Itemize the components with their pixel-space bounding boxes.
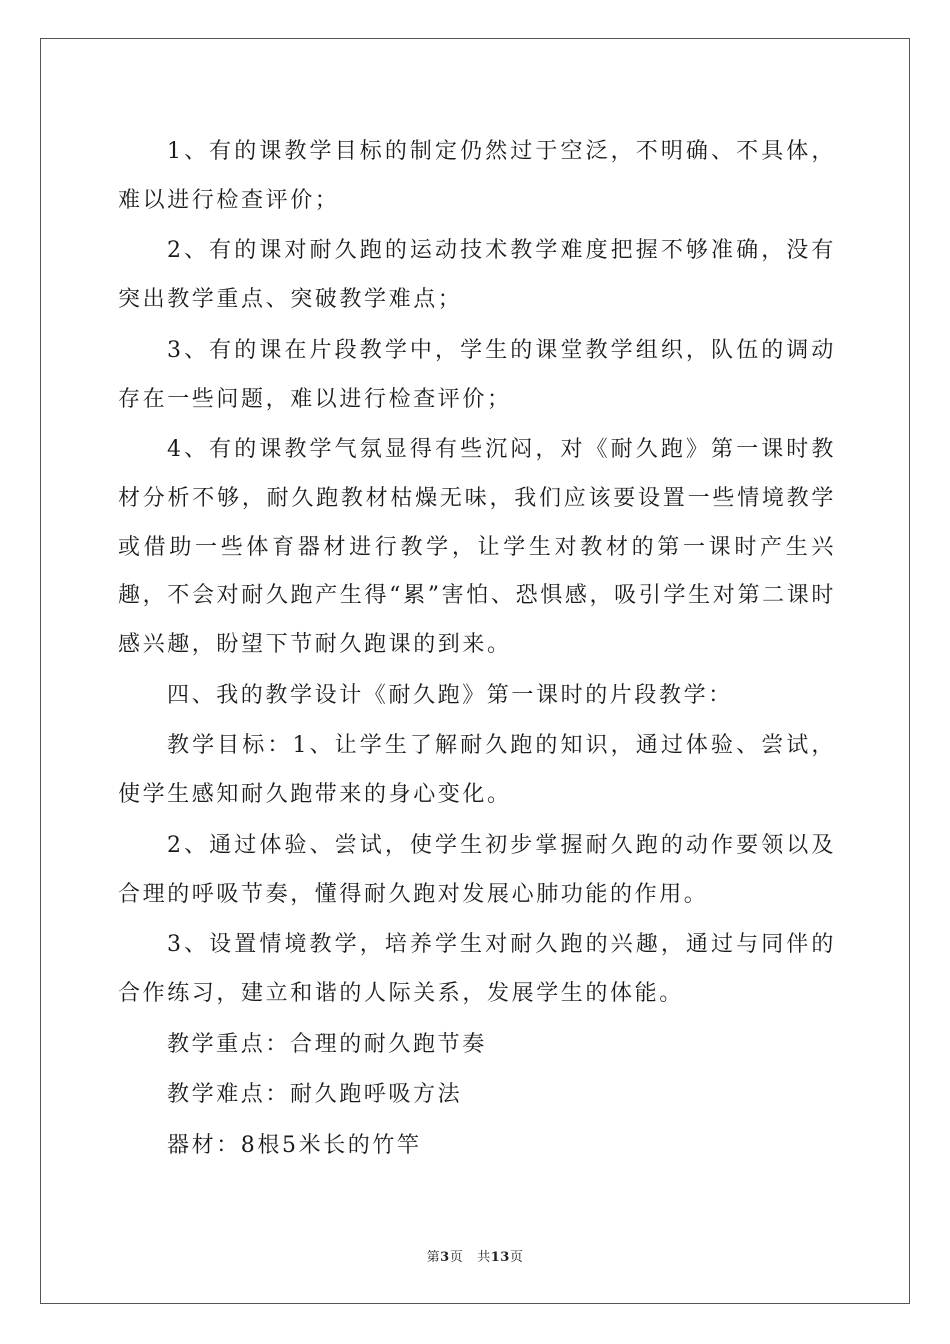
footer-total-suffix: 页: [509, 1250, 524, 1265]
paragraph-3: 3、有的课在片段教学中，学生的课堂教学组织，队伍的调动存在一些问题，难以进行检查评价；: [118, 337, 836, 412]
footer-page-suffix: 页: [449, 1250, 464, 1265]
teaching-goal-1: 教学目标：1、让学生了解耐久跑的知识，通过体验、尝试，使学生感知耐久跑带来的身心变化。: [118, 733, 836, 808]
footer-page-number: 3: [440, 1250, 450, 1265]
footer-page-prefix: 第: [426, 1250, 441, 1265]
teaching-difficulty: 教学难点：耐久跑呼吸方法: [167, 1082, 463, 1108]
teaching-goal-3: 3、设置情境教学，培养学生对耐久跑的兴趣，通过与同伴的合作练习，建立和谐的人际关系，发展学生的体能。: [118, 932, 836, 1006]
section-heading-4: 四、我的教学设计《耐久跑》第一课时的片段教学：: [167, 682, 733, 708]
page-footer: [0, 1246, 950, 1265]
paragraph-1: 1、有的课教学目标的制定仍然过于空泛，不明确、不具体，难以进行检查评价；: [118, 139, 836, 213]
paragraph-2: 2、有的课对耐久跑的运动技术教学难度把握不够准确，没有突出教学重点、突破教学难点；: [118, 238, 836, 313]
equipment: 器材：8根5米长的竹竿: [167, 1133, 422, 1159]
footer-total-pages: 13: [490, 1250, 510, 1265]
teaching-goal-2: 2、通过体验、尝试，使学生初步掌握耐久跑的动作要领以及合理的呼吸节奏，懂得耐久跑对发展心肺功能的作用。: [118, 832, 836, 907]
footer-total-prefix: 共: [477, 1250, 491, 1265]
paragraph-4: 4、有的课教学气氛显得有些沉闷，对《耐久跑》第一课时教材分析不够，耐久跑教材枯燥无味，我们应该要设置一些情境教学或借助一些体育器材进行教学，让学生对教材的第一课时产生兴趣，不会对耐久跑产生得“累”害怕、恐惧感，吸引学生对第二课时感兴趣，盼望下节耐久跑课的到来。: [118, 437, 836, 658]
document-body: [118, 128, 836, 1171]
teaching-key-point: 教学重点：合理的耐久跑节奏: [167, 1031, 487, 1057]
